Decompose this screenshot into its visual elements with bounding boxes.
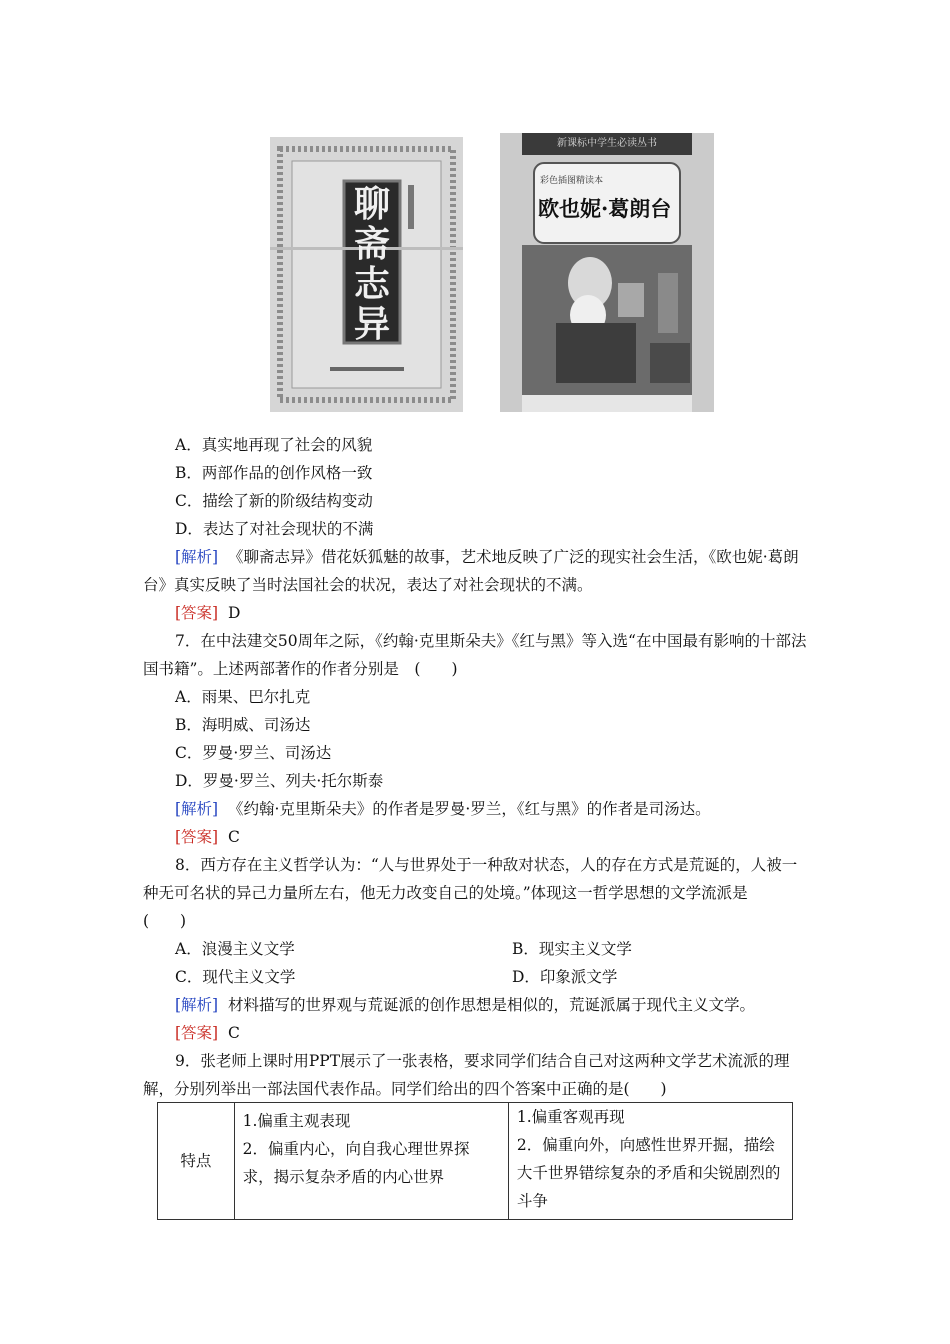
eugenie-subtitle: 彩色插图精读本 — [540, 176, 604, 186]
analysis-tag: [解析] — [175, 800, 219, 818]
q6-analysis — [143, 543, 808, 599]
q7-analysis — [175, 795, 711, 823]
answer-tag: [答案] — [175, 828, 219, 846]
answer-tag: [答案] — [175, 604, 219, 622]
answer-value: D — [227, 604, 241, 622]
analysis-text: 《聊斋志异》借花妖狐魅的故事，艺术地反映了广泛的现实社会生活，《欧也妮·葛朗台》真实反映了当时法国社会的状况，表达了对社会现状的不满。 — [143, 548, 799, 594]
q7-stem: 7．在中法建交50周年之际，《约翰·克里斯朵夫》《红与黑》等入选“在中国最有影响的十部法国书籍”。上述两部著作的作者分别是 ( ) — [143, 632, 807, 678]
table-cell-objective — [508, 1103, 792, 1220]
q8-option-d: D．印象派文学 — [512, 968, 618, 986]
q9-stem: 9．张老师上课时用PPT展示了一张表格，要求同学们结合自己对这两种文学艺术流派的理解，分别列举出一部法国代表作品。同学们给出的四个答案中正确的是( ) — [143, 1052, 790, 1098]
liaozhai-title: 聊斋志异 — [353, 184, 390, 345]
q8-option-b: B．现实主义文学 — [512, 940, 632, 958]
table-header-cell: 特点 — [158, 1103, 235, 1220]
q8-answer — [175, 1019, 240, 1047]
q7-option-b: B．海明威、司汤达 — [175, 716, 311, 734]
liaozhai-cover-image — [270, 137, 463, 412]
answer-value: C — [227, 828, 240, 846]
q6-option-c: C．描绘了新的阶级结构变动 — [175, 492, 373, 510]
cell-line: 1.偏重主观表现 — [242, 1112, 351, 1130]
answer-value: C — [227, 1024, 240, 1042]
table-row — [158, 1103, 793, 1220]
features-table — [157, 1102, 793, 1220]
cell-line: 2．偏重向外，向感性世界开掘，描绘大千世界错综复杂的矛盾和尖锐剧烈的斗争 — [516, 1136, 781, 1210]
q6-answer — [175, 599, 240, 627]
analysis-tag: [解析] — [175, 996, 219, 1014]
cell-line: 2．偏重内心，向自我心理世界探求，揭示复杂矛盾的内心世界 — [242, 1140, 470, 1186]
answer-tag: [答案] — [175, 1024, 219, 1042]
q7-option-d: D．罗曼·罗兰、列夫·托尔斯泰 — [175, 772, 384, 790]
eugenie-title: 欧也妮·葛朗台 — [538, 196, 672, 221]
q6-option-b: B．两部作品的创作风格一致 — [175, 464, 373, 482]
q7-option-c: C．罗曼·罗兰、司汤达 — [175, 744, 332, 762]
cell-line: 1.偏重客观再现 — [516, 1108, 625, 1126]
eugenie-cover-image — [500, 133, 714, 412]
analysis-tag: [解析] — [175, 548, 219, 566]
q7-option-a: A．雨果、巴尔扎克 — [175, 688, 311, 706]
q8-analysis — [175, 991, 755, 1019]
q8-option-a: A．浪漫主义文学 — [175, 940, 295, 958]
q6-option-a: A．真实地再现了社会的风貌 — [175, 436, 373, 454]
q8-option-c: C．现代主义文学 — [175, 968, 296, 986]
q6-option-d: D．表达了对社会现状的不满 — [175, 520, 374, 538]
analysis-text: 《约翰·克里斯朵夫》的作者是罗曼·罗兰，《红与黑》的作者是司汤达。 — [227, 800, 711, 818]
analysis-text: 材料描写的世界观与荒诞派的创作思想是相似的，荒诞派属于现代主义文学。 — [227, 996, 755, 1014]
eugenie-series: 新课标中学生必读丛书 — [557, 138, 657, 149]
q7-answer — [175, 823, 240, 851]
eugenie-cover-art — [500, 133, 714, 412]
q8-stem: 8．西方存在主义哲学认为：“人与世界处于一种敌对状态，人的存在方式是荒诞的，人被一种无可名状的异己力量所左右，他无力改变自己的处境。”体现这一哲学思想的文学流派是 ( ) — [143, 856, 798, 930]
table-cell-subjective — [234, 1103, 508, 1220]
